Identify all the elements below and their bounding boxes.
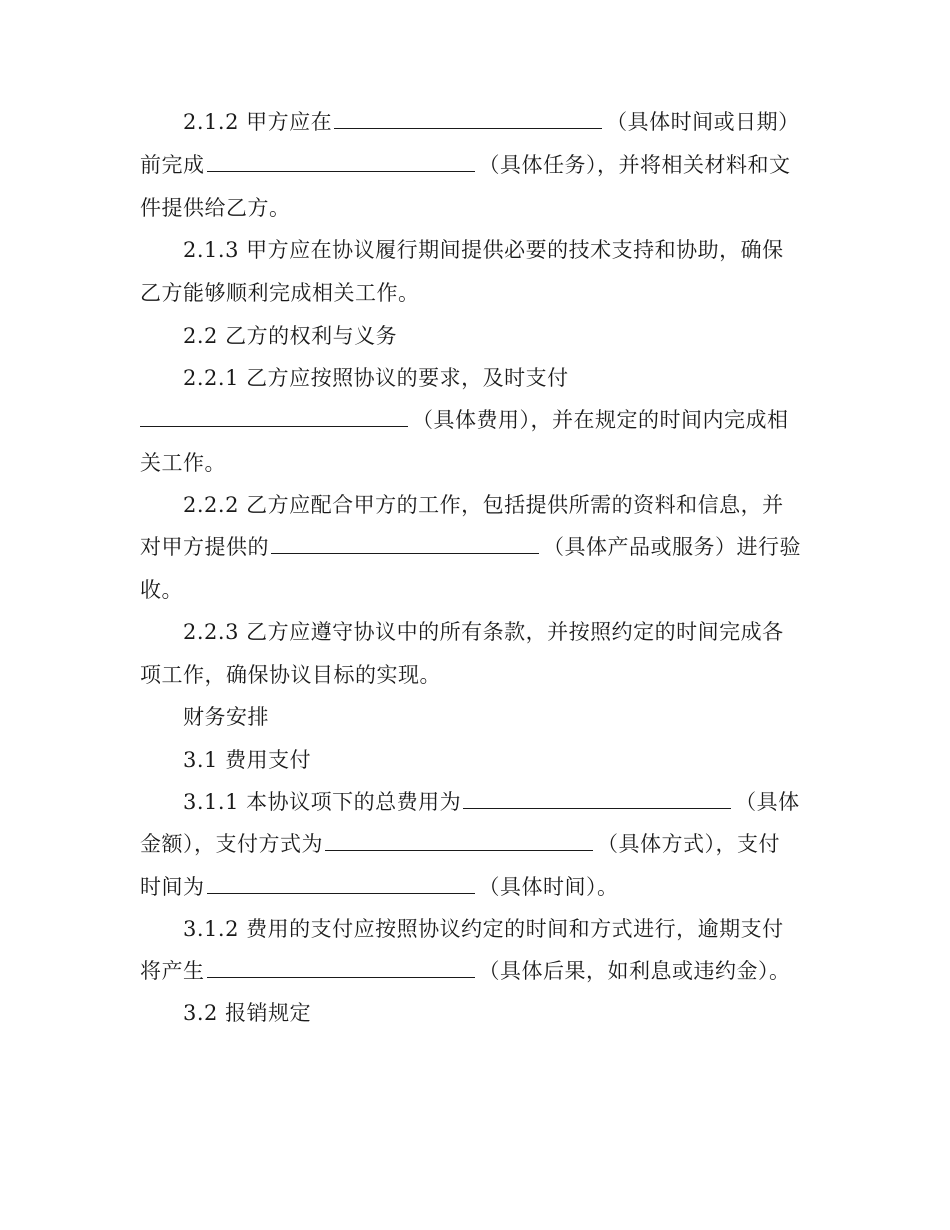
text-line — [183, 364, 569, 392]
text-segment: （具体方式），支付 — [597, 832, 780, 856]
section-heading — [183, 322, 397, 350]
fill-in-blank[interactable] — [334, 109, 602, 129]
text-line — [183, 788, 800, 816]
text-line — [140, 406, 789, 434]
text-segment: 将产生 — [140, 959, 205, 983]
text-segment: 收。 — [140, 578, 183, 602]
text-segment: 2.2.3 乙方应遵守协议中的所有条款，并按照约定的时间完成各 — [183, 620, 784, 644]
text-segment: 时间为 — [140, 875, 205, 899]
text-segment: （具体费用），并在规定的时间内完成相 — [412, 408, 789, 432]
text-segment: （具体时间）。 — [478, 875, 619, 899]
text-segment: 财务安排 — [183, 705, 269, 729]
text-segment: 关工作。 — [140, 451, 226, 475]
text-segment: 2.1.3 甲方应在协议履行期间提供必要的技术支持和协助，确保 — [183, 238, 784, 262]
text-segment: （具体产品或服务）进行验 — [543, 535, 801, 559]
fill-in-blank[interactable] — [207, 874, 475, 894]
text-segment: 乙方能够顺利完成相关工作。 — [140, 281, 420, 305]
fill-in-blank[interactable] — [463, 789, 731, 809]
text-segment: 项工作，确保协议目标的实现。 — [140, 663, 441, 687]
fill-in-blank[interactable] — [140, 407, 408, 427]
text-line — [140, 194, 291, 222]
section-heading — [183, 999, 311, 1027]
section-heading — [183, 746, 311, 774]
text-line — [183, 915, 784, 943]
text-line — [140, 449, 226, 477]
text-segment: 3.1.1 本协议项下的总费用为 — [183, 790, 462, 814]
fill-in-blank[interactable] — [207, 152, 475, 172]
fill-in-blank[interactable] — [271, 534, 539, 554]
fill-in-blank[interactable] — [325, 831, 593, 851]
text-segment: 前完成 — [140, 153, 205, 177]
fill-in-blank[interactable] — [207, 958, 475, 978]
text-segment: 3.2 报销规定 — [183, 1001, 312, 1025]
text-segment: 2.1.2 甲方应在 — [183, 110, 333, 134]
text-segment: 金额），支付方式为 — [140, 832, 323, 856]
text-line — [140, 957, 791, 985]
text-segment: （具体后果，如利息或违约金）。 — [478, 959, 791, 983]
text-segment: 3.1 费用支付 — [183, 748, 312, 772]
text-line — [140, 533, 801, 561]
text-segment: （具体时间或日期） — [606, 110, 800, 134]
text-line — [140, 661, 441, 689]
text-line — [140, 873, 619, 901]
text-line — [140, 576, 183, 604]
text-segment: （具体 — [735, 790, 800, 814]
text-segment: 对甲方提供的 — [140, 535, 269, 559]
text-segment: 2.2 乙方的权利与义务 — [183, 324, 398, 348]
text-line — [183, 618, 784, 646]
text-line — [183, 236, 784, 264]
text-line — [183, 108, 800, 136]
text-segment: （具体任务），并将相关材料和文 — [478, 153, 791, 177]
text-line — [140, 830, 780, 858]
text-line — [140, 151, 791, 179]
text-line — [183, 491, 784, 519]
text-segment: 2.2.1 乙方应按照协议的要求，及时支付 — [183, 366, 569, 390]
text-segment: 件提供给乙方。 — [140, 196, 291, 220]
text-segment: 3.1.2 费用的支付应按照协议约定的时间和方式进行，逾期支付 — [183, 917, 784, 941]
text-line — [140, 279, 420, 307]
text-segment: 2.2.2 乙方应配合甲方的工作，包括提供所需的资料和信息，并 — [183, 493, 784, 517]
section-heading — [183, 703, 269, 731]
